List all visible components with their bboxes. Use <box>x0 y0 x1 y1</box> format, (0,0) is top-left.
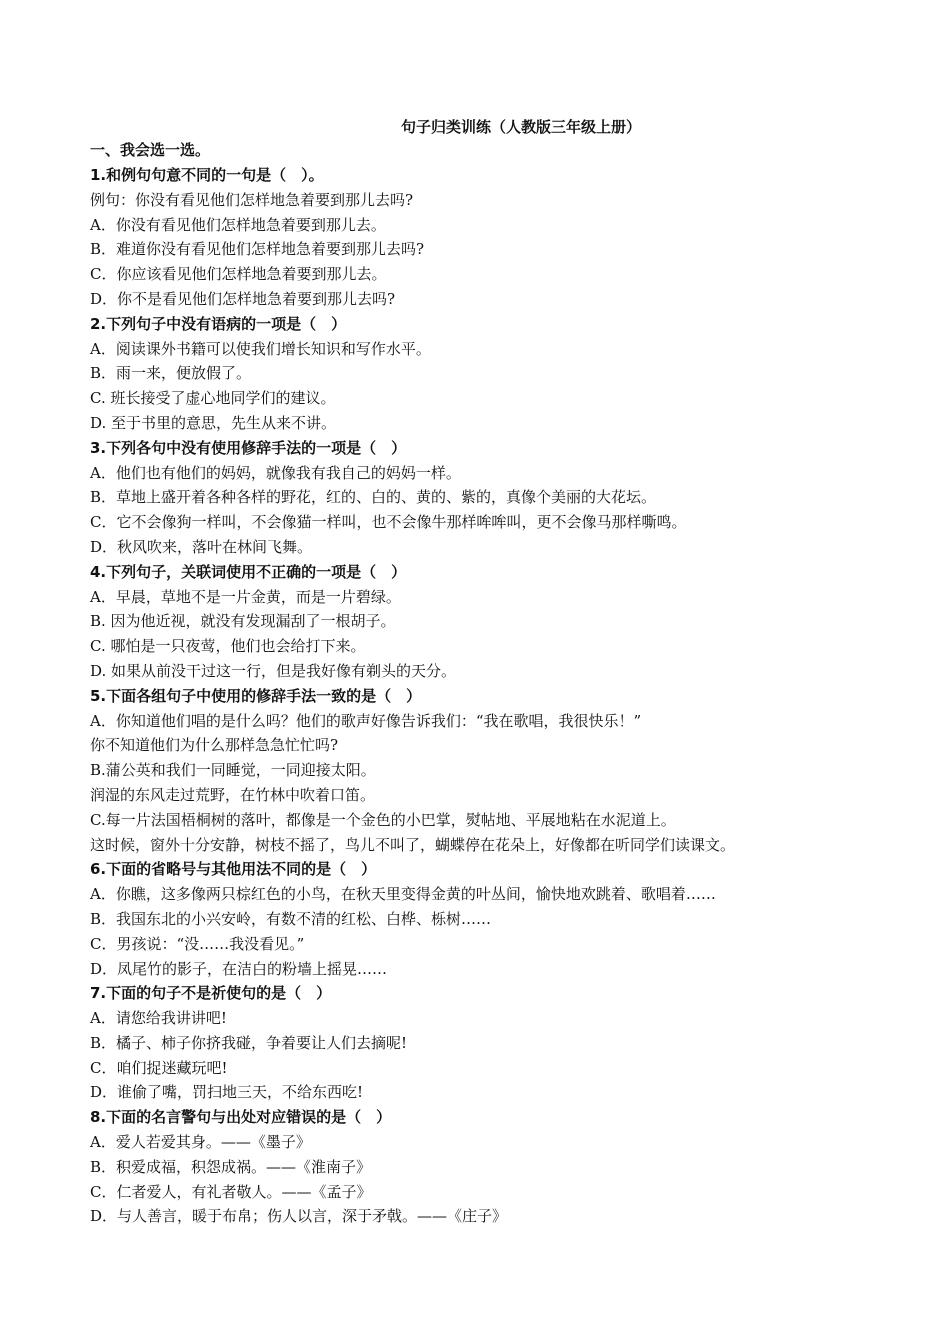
question-stem: 2.下列句子中没有语病的一项是（ ） <box>90 314 347 333</box>
example-sentence: 例句：你没有看见他们怎样地急着要到那儿去吗? <box>90 190 414 209</box>
option-b: B.蒲公英和我们一同睡觉，一同迎接太阳。 <box>90 761 376 780</box>
question-stem: 6.下面的省略号与其他用法不同的是（ ） <box>90 860 377 879</box>
option-b: B. 因为他近视，就没有发现漏刮了一根胡子。 <box>90 612 396 631</box>
option-a: A．阅读课外书籍可以使我们增长知识和写作水平。 <box>90 339 431 358</box>
question-1 <box>90 163 890 312</box>
option-c-line-2: 这时候，窗外十分安静，树枝不摇了，鸟儿不叫了，蝴蝶停在花朵上，好像都在听同学们读课文。 <box>90 835 736 854</box>
option-a: A．早晨，草地不是一片金黄，而是一片碧绿。 <box>90 587 401 606</box>
question-7 <box>90 981 890 1105</box>
question-stem: 8.下面的名言警句与出处对应错误的是（ ） <box>90 1108 392 1127</box>
option-d: D．你不是看见他们怎样地急着要到那儿去吗? <box>90 289 396 308</box>
question-stem: 1.和例句句意不同的一句是（ ）。 <box>90 166 324 184</box>
option-c: C．仁者爱人，有礼者敬人。——《孟子》 <box>90 1182 372 1201</box>
option-c: C.每一片法国梧桐树的落叶，都像是一个金色的小巴掌，熨帖地、平展地粘在水泥道上。 <box>90 810 676 829</box>
option-d: D．与人善言，暖于布帛；伤人以言，深于矛戟。——《庄子》 <box>90 1207 508 1226</box>
question-4 <box>90 560 890 684</box>
option-d: D．谁偷了嘴，罚扫地三天，不给东西吃! <box>90 1083 364 1102</box>
document-title: 句子归类训练（人教版三年级上册） <box>400 118 641 136</box>
option-d: D. 如果从前没干过这一行，但是我好像有剃头的天分。 <box>90 661 457 680</box>
option-a: A．爱人若爱其身。——《墨子》 <box>90 1133 311 1152</box>
option-b: B．难道你没有看见他们怎样地急着要到那儿去吗? <box>90 240 425 259</box>
option-b: B．草地上盛开着各种各样的野花，红的、白的、黄的、紫的，真像个美丽的大花坛。 <box>90 488 657 507</box>
option-c: C．它不会像狗一样叫，不会像猫一样叫，也不会像牛那样哞哞叫，更不会像马那样嘶鸣。 <box>90 513 687 532</box>
document-page <box>90 116 890 1229</box>
question-5 <box>90 684 890 858</box>
question-6 <box>90 857 890 981</box>
option-c: C. 班长接受了虚心地同学们的建议。 <box>90 389 336 408</box>
question-8 <box>90 1105 890 1229</box>
question-2 <box>90 312 890 436</box>
option-a: A．他们也有他们的妈妈，就像我有我自己的妈妈一样。 <box>90 463 461 482</box>
option-a-line-2: 你不知道他们为什么那样急急忙忙吗? <box>90 736 339 755</box>
option-b: B．积爱成福，积怨成祸。——《淮南子》 <box>90 1157 372 1176</box>
question-stem: 4.下列句子，关联词使用不正确的一项是（ ） <box>90 562 407 581</box>
option-d: D．凤尾竹的影子，在洁白的粉墙上摇晃…… <box>90 959 388 978</box>
option-a: A．你瞧，这多像两只棕红色的小鸟，在秋天里变得金黄的叶丛间，愉快地欢跳着、歌唱着…… <box>90 885 716 904</box>
question-stem: 5.下面各组句子中使用的修辞手法一致的是（ ） <box>90 686 422 705</box>
option-c: C．你应该看见他们怎样地急着要到那儿去。 <box>90 265 387 284</box>
option-a: A．请您给我讲讲吧! <box>90 1009 227 1028</box>
option-d: D. 至于书里的意思，先生从来不讲。 <box>90 413 337 432</box>
option-c: C. 哪怕是一只夜莺，他们也会给打下来。 <box>90 637 366 656</box>
option-a: A．你没有看见他们怎样地急着要到那儿去。 <box>90 215 386 234</box>
question-stem: 7.下面的句子不是祈使句的是（ ） <box>90 984 332 1003</box>
option-b: B．橘子、柿子你挤我碰，争着要让人们去摘呢! <box>90 1033 408 1052</box>
question-3 <box>90 436 890 560</box>
option-b: B．我国东北的小兴安岭，有数不清的红松、白桦、栎树…… <box>90 909 492 928</box>
option-c: C．男孩说：“没……我没看见。” <box>90 934 305 953</box>
option-b: B．雨一来，便放假了。 <box>90 364 252 383</box>
question-stem: 3.下列各句中没有使用修辞手法的一项是（ ） <box>90 438 407 457</box>
option-a: A．你知道他们唱的是什么吗？他们的歌声好像告诉我们：“我在歌唱，我很快乐！” <box>90 711 642 730</box>
option-d: D．秋风吹来，落叶在林间飞舞。 <box>90 537 313 556</box>
option-b-line-2: 润湿的东风走过荒野，在竹林中吹着口笛。 <box>90 785 376 804</box>
option-c: C．咱们捉迷藏玩吧! <box>90 1058 228 1077</box>
section-heading: 一、我会选一选。 <box>90 141 211 159</box>
